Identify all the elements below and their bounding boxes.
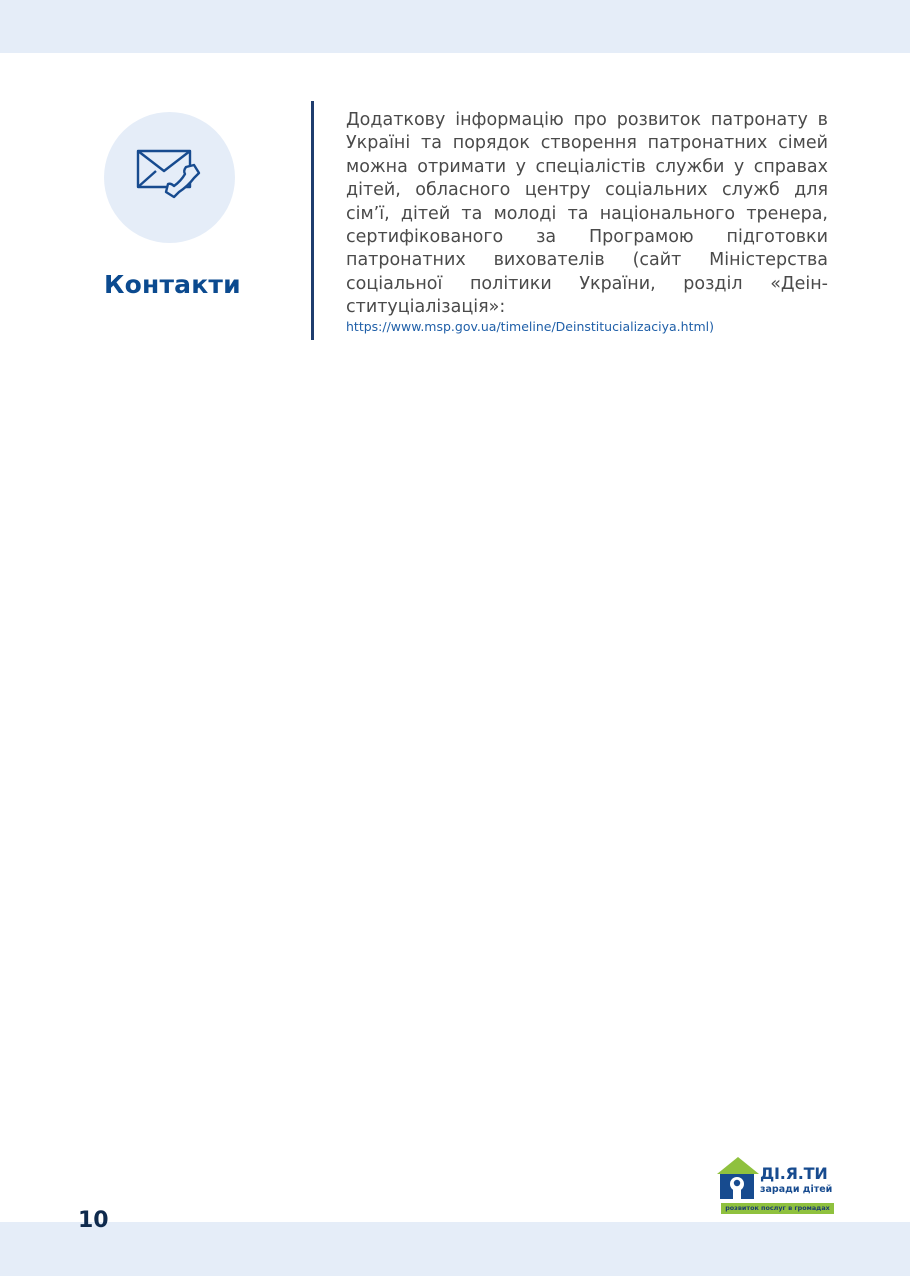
contact-icon-badge — [104, 112, 235, 243]
section-title: Контакти — [104, 270, 241, 299]
page-number: 10 — [78, 1208, 109, 1233]
header-band — [0, 0, 910, 53]
envelope-phone-icon — [134, 147, 210, 211]
msp-link[interactable]: https://www.msp.gov.ua/timeline/Deinstitucializaciya.html) — [346, 319, 715, 334]
house-logo-icon — [717, 1157, 759, 1201]
logo-subtitle: заради дітей — [760, 1184, 833, 1195]
contact-paragraph: Додаткову інформацію про розвиток патронату в Україні та порядок створення патронатних сімей можна отримати у спеціалістів служби у справах дітей, обласного центру соціальних служб для сім’ї, дітей та молоді та національного тренера, сертифікованого за Програмою підготовки патронатних вихователів (сайт Міністерства соціальної політики України, розділ «Деінституціалізація»: — [346, 110, 828, 318]
logo-tagline: розвиток послуг в громадах — [721, 1203, 834, 1214]
vertical-divider — [311, 101, 314, 340]
logo-title: ДІ.Я.ТИ — [760, 1164, 828, 1183]
footer-band — [0, 1222, 910, 1276]
diyaty-logo — [717, 1157, 837, 1215]
